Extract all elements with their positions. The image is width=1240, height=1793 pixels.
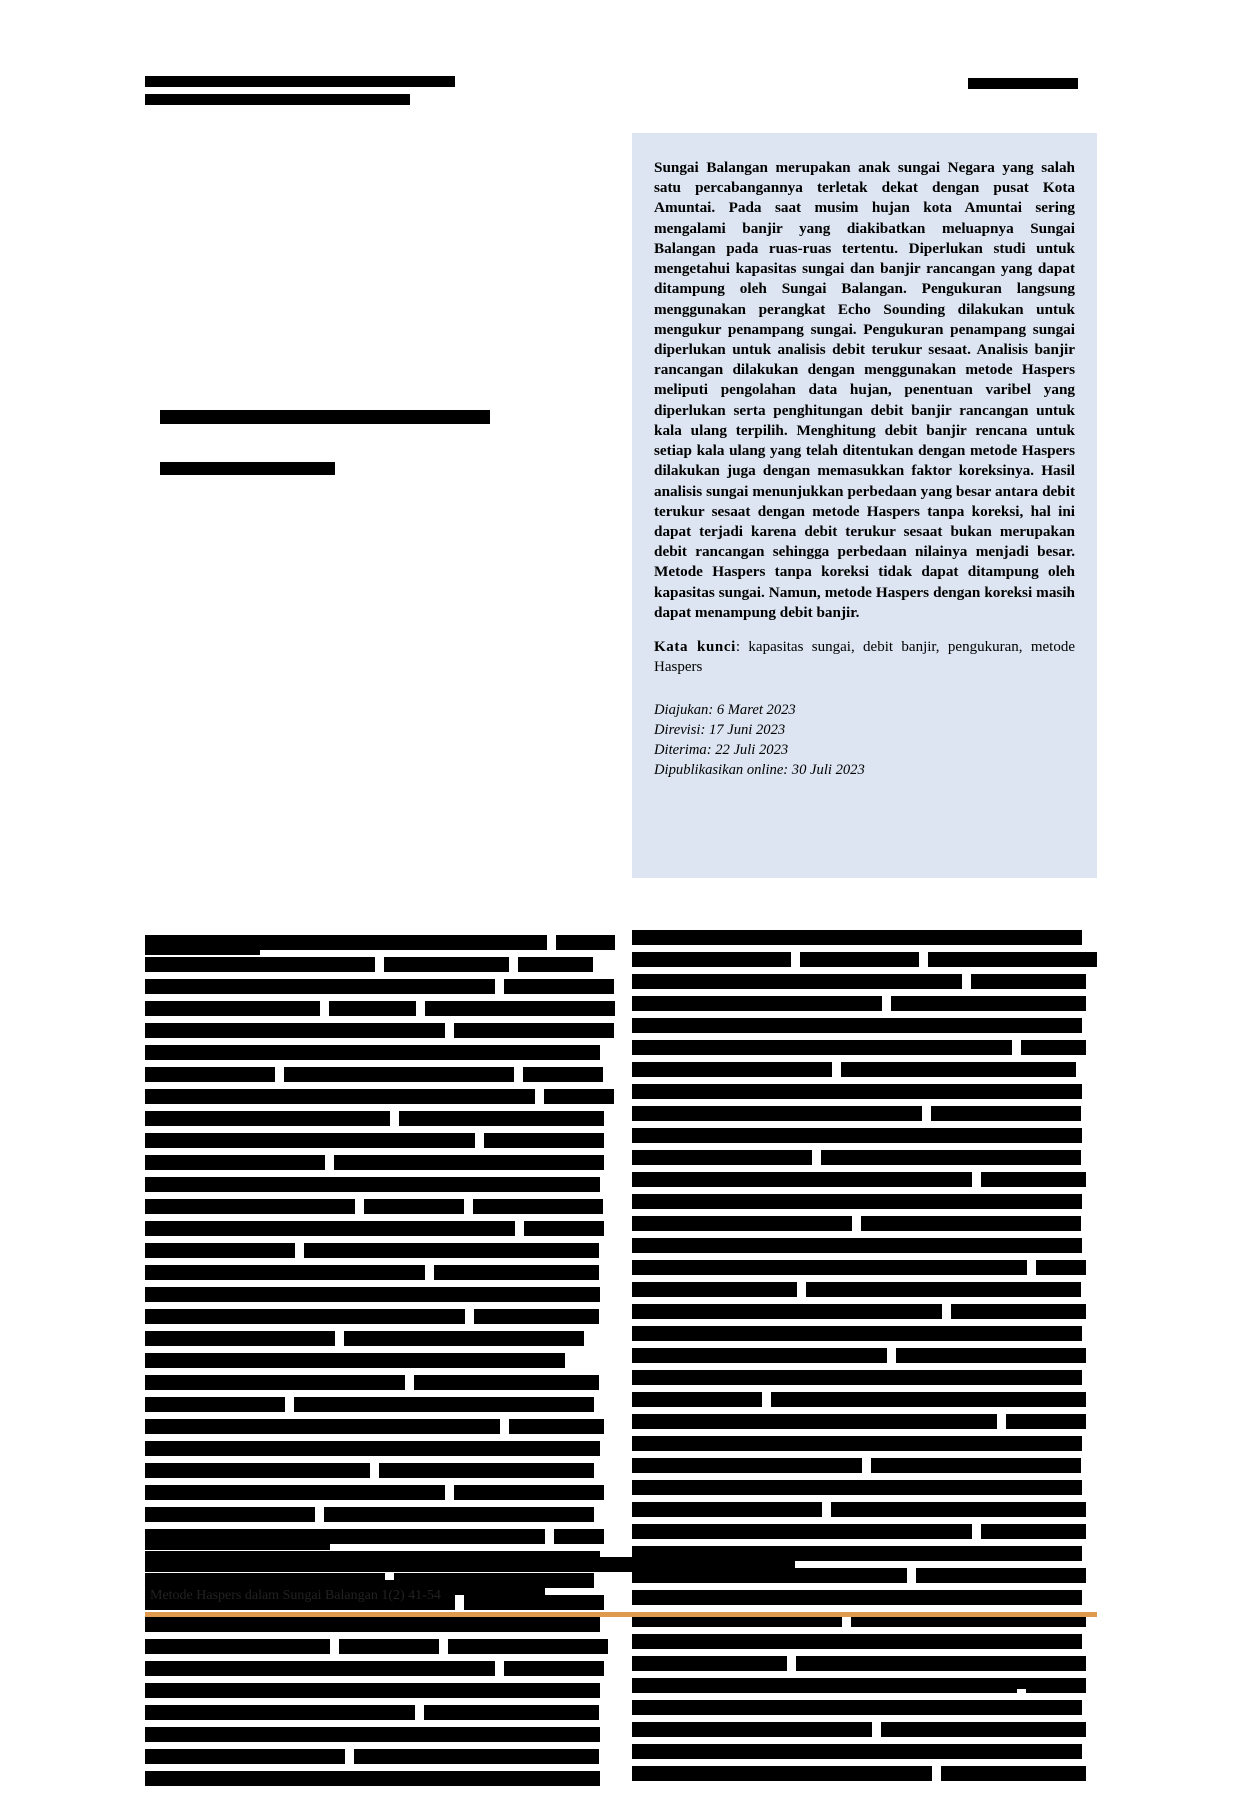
redacted-segment [504,1661,604,1676]
redacted-line [632,1370,1097,1385]
redacted-line [160,462,335,475]
redacted-line [632,1084,1097,1099]
title-line-1: Analisis Kapasitas Sungai [160,172,508,208]
redacted-segment [334,1155,604,1170]
redacted-segment [632,1502,822,1517]
redacted-line [632,1634,1097,1649]
redacted-segment [891,996,1086,1011]
redacted-line [632,1128,1097,1143]
redacted-segment [632,1062,832,1077]
redacted-segment [981,1172,1086,1187]
redacted-segment [145,1023,445,1038]
redacted-line [632,1458,1097,1473]
redacted-segment [632,996,882,1011]
body-column-left [145,935,615,1793]
redacted-segment [145,1463,370,1478]
redacted-segment [145,1287,600,1302]
redacted-line [632,1018,1097,1033]
redacted-line [632,1304,1097,1319]
redacted-segment [379,1463,594,1478]
redacted-segment [145,1155,325,1170]
redacted-segment [145,1727,600,1742]
redacted-line [145,1133,615,1148]
redacted-segment [771,1392,1086,1407]
redacted-segment [632,1678,1017,1693]
redacted-line [145,1155,615,1170]
redacted-line [145,1177,615,1192]
redacted-segment [145,1397,285,1412]
redacted-segment [632,1436,1082,1451]
redacted-segment [484,1133,604,1148]
redacted-line [145,1749,615,1764]
redacted-segment [523,1067,603,1082]
title-line-4: Metode Haspers [160,291,379,327]
redacted-line [145,1243,615,1258]
redacted-line [145,1287,615,1302]
redacted-segment [414,1375,599,1390]
redacted-line [145,1771,615,1786]
redacted-segment [632,1392,762,1407]
redacted-segment [518,957,593,972]
redacted-segment [145,1353,565,1368]
redacted-line [632,1744,1097,1759]
redacted-segment [304,1243,599,1258]
redacted-segment [871,1458,1081,1473]
redacted-segment [841,1062,1076,1077]
redacted-segment [632,1216,852,1231]
date-published: Dipublikasikan online: 30 Juli 2023 [654,762,865,779]
body-column-right [632,930,1097,1788]
redacted-line [145,1221,615,1236]
email-redaction [160,462,335,482]
redacted-segment [294,1397,594,1412]
redacted-segment [145,935,547,950]
redacted-line [632,974,1097,989]
redacted-segment [806,1282,1081,1297]
redacted-segment [881,1722,1086,1737]
bottom-redaction-1 [145,1535,1097,1579]
redacted-segment [632,930,1082,945]
affiliation-redaction [160,410,490,432]
redacted-line [145,957,615,972]
redacted-segment [931,1106,1081,1121]
redacted-segment [145,1045,600,1060]
redacted-segment [354,1749,599,1764]
date-submitted: Diajukan: 6 Maret 2023 [654,701,796,718]
redacted-segment [473,1199,603,1214]
abstract-panel [632,133,1097,878]
redacted-segment [632,1150,812,1165]
redacted-segment [145,1331,335,1346]
redacted-line [145,76,455,87]
redacted-line [632,1238,1097,1253]
redacted-line [145,935,615,950]
date-revised: Direvisi: 17 Juni 2023 [654,722,786,739]
redacted-line [632,1480,1097,1495]
redacted-segment [145,1683,600,1698]
redacted-line [632,1700,1097,1715]
redacted-segment [145,1309,465,1324]
redacted-line [160,410,490,424]
redacted-segment [524,1221,604,1236]
redacted-line [632,1766,1097,1781]
redacted-segment [632,1304,942,1319]
redacted-segment [145,1199,355,1214]
redacted-segment [145,1661,495,1676]
redacted-line [632,952,1097,967]
redacted-segment [632,1458,862,1473]
redacted-segment [941,1766,1086,1781]
redacted-segment [145,1177,600,1192]
redacted-line [145,1639,615,1654]
redacted-segment [344,1331,584,1346]
redacted-segment [145,1243,295,1258]
redacted-segment [145,1705,415,1720]
redacted-segment [544,1089,614,1104]
redacted-segment [632,1656,787,1671]
redacted-segment [145,1089,535,1104]
redacted-segment [145,1617,600,1632]
title-line-3: Debit Terukur dengan [160,252,459,288]
redacted-line [145,1661,615,1676]
redacted-segment [145,1111,390,1126]
keywords-label: Kata kunci [654,639,736,656]
redacted-segment [861,1216,1081,1231]
redacted-segment [434,1265,599,1280]
redacted-line [632,1260,1097,1275]
redacted-line [145,1419,615,1434]
redacted-segment [800,952,919,967]
redacted-line [145,1683,615,1698]
redacted-segment [971,974,1086,989]
redacted-segment [632,1326,1082,1341]
redacted-line [632,1326,1097,1341]
redacted-segment [821,1150,1081,1165]
redacted-line [978,1678,1058,1689]
redacted-segment [632,1634,1082,1649]
redacted-segment [284,1067,514,1082]
redacted-segment [424,1705,599,1720]
redacted-line [145,1001,615,1016]
redacted-segment [425,1001,615,1016]
redacted-segment [632,1260,1027,1275]
redacted-line [632,1172,1097,1187]
redacted-segment [329,1001,416,1016]
redacted-line [145,1265,615,1280]
redacted-segment [448,1639,608,1654]
redacted-segment [504,979,614,994]
redacted-segment [632,1238,1082,1253]
redacted-segment [796,1656,1086,1671]
redacted-line [145,1617,615,1632]
redacted-line [145,1375,615,1390]
date-accepted: Diterima: 22 Juli 2023 [654,742,789,759]
redacted-segment [145,1001,320,1016]
redacted-segment [632,952,791,967]
redacted-line [145,1535,330,1550]
redacted-line [632,1722,1097,1737]
redacted-segment [145,979,495,994]
redacted-line [145,1353,615,1368]
redacted-segment [145,1221,515,1236]
redacted-segment [324,1507,594,1522]
page-number-redaction [978,1678,1058,1689]
redacted-segment [474,1309,599,1324]
redacted-line [632,930,1097,945]
redacted-segment [1006,1414,1086,1429]
redacted-segment [384,957,509,972]
redacted-line [145,1111,615,1126]
redacted-line [632,1062,1097,1077]
redacted-segment [145,1419,500,1434]
redacted-segment [1021,1040,1086,1055]
redacted-line [632,1656,1097,1671]
redacted-line [632,1414,1097,1429]
redacted-line [145,94,410,105]
redacted-segment [632,1018,1082,1033]
redacted-line [632,1194,1097,1209]
footer-citation: Metode Haspers dalam Sungai Balangan 1(2) 41-54 [150,1588,441,1603]
redacted-segment [145,1507,315,1522]
redacted-line [632,996,1097,1011]
redacted-line [145,979,615,994]
redacted-segment [145,1771,600,1786]
redacted-segment [454,1023,614,1038]
keywords [654,638,1075,678]
redacted-segment [632,974,962,989]
redacted-segment [145,1375,405,1390]
redacted-segment [145,1639,330,1654]
redacted-segment [632,1128,1082,1143]
redacted-line [145,1045,615,1060]
redacted-segment [509,1419,604,1434]
redacted-segment [145,1749,345,1764]
redacted-line [632,1150,1097,1165]
redacted-line [632,1348,1097,1363]
redacted-segment [145,1067,275,1082]
abstract-text: Sungai Balangan merupakan anak sungai Negara yang salah satu percabangannya terletak dekat dengan pusat Kota Amuntai. Pada saat musim hujan kota Amuntai sering mengalami banjir yang diakibatkan meluapnya Sungai Balangan pada ruas-ruas tertentu. Diperlukan studi untuk mengetahui kapasitas sungai dan banjir rancangan yang dapat ditampung oleh Sungai Balangan. Pengukuran langsung menggunakan perangkat Echo Sounding dilakukan untuk mengukur penampang sungai. Pengukuran penampang sungai diperlukan untuk analisis debit terukur sesaat. Analisis banjir rancangan dilakukan dengan menggunakan metode Haspers meliputi pengolahan data hujan, penentuan varibel yang diperlukan serta penghitungan debit banjir rancangan untuk kala ulang terpilih. Menghitung debit banjir rencana untuk setiap kala ulang yang telah ditentukan dengan metode Haspers dilakukan juga dengan memasukkan faktor koreksinya. Hasil analisis sungai menunjukkan perbedaan yang besar antara debit terukur sesaat dengan metode Haspers tanpa koreksi, hal ini dapat terjadi karena debit terukur sesaat bukan merupakan debit rancangan sehingga perbedaan nilainya menjadi besar. Metode Haspers tanpa koreksi tidak dapat ditampung oleh kapasitas sungai. Namun, metode Haspers dengan koreksi masih dapat menampung debit banjir. [654,159,1075,621]
redacted-line [145,1199,615,1214]
author-names: Nurhidayati Rahmah Al-Anbari¹ Nitra Anaf¹ Nourdin Yanda¹ [160,343,554,359]
redacted-line [632,1282,1097,1297]
redacted-segment [145,1485,445,1500]
redacted-segment [364,1199,464,1214]
header-right-redaction [968,78,1078,96]
redacted-segment [632,1040,1012,1055]
redacted-segment [1036,1260,1086,1275]
redacted-segment [951,1304,1086,1319]
redacted-segment [145,1133,475,1148]
redacted-segment [632,1084,1082,1099]
redacted-segment [339,1639,439,1654]
redacted-segment [632,1172,972,1187]
redacted-line [968,78,1078,89]
redacted-line [632,1436,1097,1451]
redacted-line [632,1040,1097,1055]
redacted-segment [632,1106,922,1121]
redacted-line [145,1331,615,1346]
redacted-segment [632,1348,887,1363]
title-line-2: Balangan: Perbandingan [160,212,497,248]
redacted-line [145,1089,615,1104]
redacted-line [145,1463,615,1478]
footer-rule [145,1612,1097,1617]
redacted-segment [632,1744,1082,1759]
publication-dates [654,700,1075,781]
redacted-segment [399,1111,604,1126]
redacted-segment [896,1348,1086,1363]
redacted-line [145,1485,615,1500]
redacted-segment [928,952,1097,967]
redacted-segment [632,1194,1082,1209]
redacted-line [145,1507,615,1522]
author-list [160,340,615,363]
redacted-segment [632,1722,872,1737]
redacted-line [145,1441,615,1456]
redacted-line [145,1397,615,1412]
redacted-line [145,1309,615,1324]
redacted-line [145,1727,615,1742]
redacted-segment [145,1441,600,1456]
redacted-segment [632,1700,1082,1715]
redacted-segment [632,1766,932,1781]
redacted-line [632,1392,1097,1407]
redacted-line [632,1502,1097,1517]
redacted-segment [556,935,615,950]
redacted-segment [145,957,375,972]
redacted-line [145,1067,615,1082]
redacted-line [145,1023,615,1038]
redacted-line [145,1557,795,1572]
redacted-segment [145,1265,425,1280]
keywords-value: : kapasitas sungai, debit banjir, pengukuran, metode Haspers [654,639,1076,675]
redacted-line [632,1106,1097,1121]
page-title [160,171,580,330]
redacted-segment [632,1480,1082,1495]
redacted-segment [632,1414,997,1429]
redacted-segment [632,1282,797,1297]
redacted-line [632,1216,1097,1231]
redacted-segment [454,1485,604,1500]
redacted-line [145,1705,615,1720]
redacted-segment [831,1502,1086,1517]
redacted-segment [632,1370,1082,1385]
